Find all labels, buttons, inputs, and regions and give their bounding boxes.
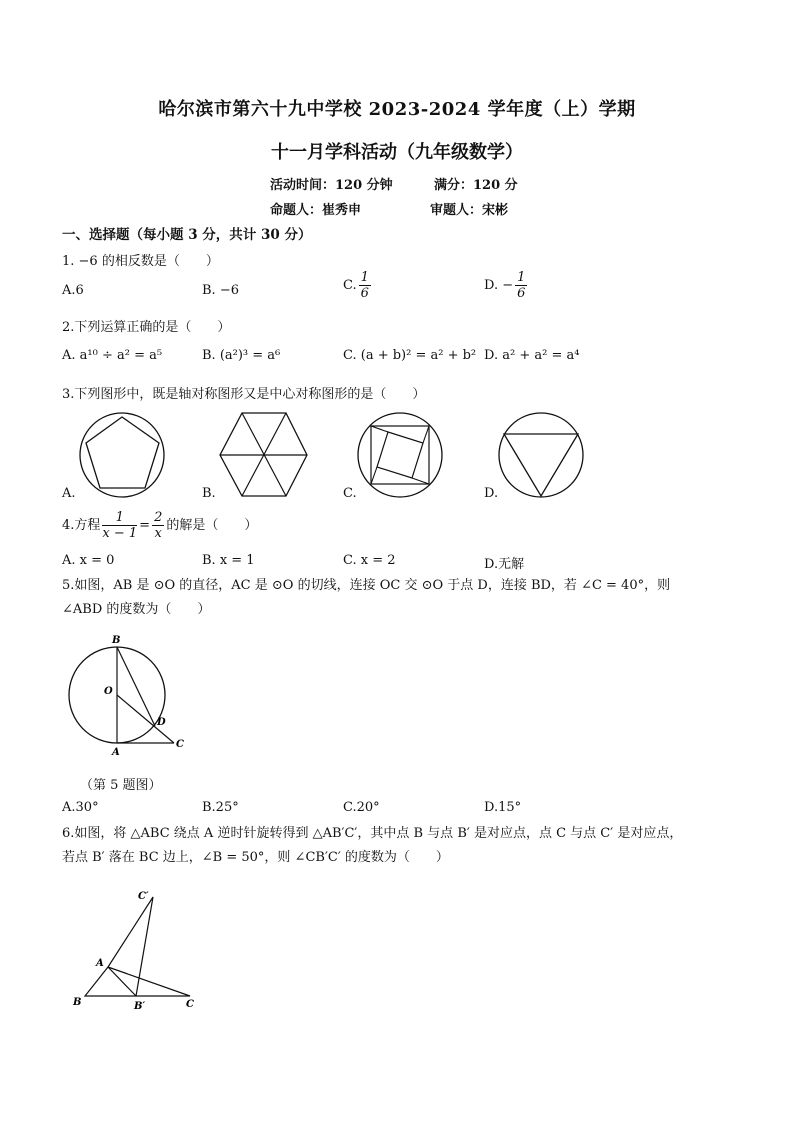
triangle-in-circle-figure [498,410,588,500]
point-label-c-prime: C′ [138,891,149,902]
point-label-c: C [186,999,194,1010]
question-5-option-b: B.25° [202,800,239,815]
question-1-option-c [343,270,373,301]
question-6-line2: 若点 B′ 落在 BC 边上，∠B = 50°，则 ∠CB′C′ 的度数为（ ） [62,850,449,865]
question-6-figure [68,888,208,1018]
question-6-stem [62,822,742,870]
question-5-figure [62,632,202,762]
pentagon-in-circle-figure [78,410,168,500]
point-label-b: B [112,635,121,646]
question-2-option-d: D. a² + a² = a⁴ [484,348,580,363]
fraction [102,510,137,541]
question-2-option-b: B. (a²)³ = a⁶ [202,348,281,363]
question-5-stem [62,574,742,622]
exam-title-line1: 哈尔滨市第六十九中学校 2023-2024 学年度（上）学期 [158,99,636,120]
squares-in-circle-figure [357,410,447,500]
question-6-line1: 6.如图，将 △ABC 绕点 A 逆时针旋转得到 △AB′C′，其中点 B 与点 B′ 是对应点，点 C 与点 C′ 是对应点， [62,826,683,841]
point-label-d: D [157,717,166,728]
question-4-option-b: B. x = 1 [202,553,255,568]
exam-reviewer: 审题人：宋彬 [430,203,509,218]
question-2-option-a: A. a¹⁰ ÷ a² = a⁵ [62,348,163,363]
question-1-stem: 1. −6 的相反数是（ ） [62,254,219,269]
question-2-option-c: C. (a + b)² = a² + b² [343,348,477,363]
fraction-numerator: 2 [154,510,163,525]
fraction [152,510,164,541]
question-5-figure-caption: （第 5 题图） [80,778,162,793]
option-d-prefix: D. − [484,278,514,293]
fraction-numerator: 1 [517,270,526,285]
question-4-prefix: 4.方程 [62,518,101,533]
point-label-b: B [73,997,82,1008]
question-4-option-d: D.无解 [484,557,525,572]
fraction [515,270,527,301]
question-4-option-a: A. x = 0 [62,553,115,568]
exam-author: 命题人：崔秀申 [270,203,362,218]
question-3-option-d: D. [484,486,499,501]
question-5-option-d: D.15° [484,800,522,815]
question-1-option-a: A.6 [62,283,84,298]
question-3-option-a: A. [62,486,76,501]
question-2-stem: 2.下列运算正确的是（ ） [62,320,231,335]
question-5-option-a: A.30° [62,800,99,815]
fraction [359,270,371,301]
fraction-numerator: 1 [360,270,369,285]
question-5-line1: 5.如图，AB 是 ⊙O 的直径，AC 是 ⊙O 的切线，连接 OC 交 ⊙O 于点 D，连接 BD，若 ∠C = 40°，则 [62,578,671,593]
point-label-a: A [96,958,104,969]
question-5-line2: ∠ABD 的度数为（ ） [62,602,211,617]
question-5-option-c: C.20° [343,800,380,815]
point-label-o: O [104,686,113,697]
question-1-option-b: B. −6 [202,283,239,298]
fraction-denominator: 6 [517,286,526,301]
point-label-c: C [176,739,184,750]
question-1-option-d [484,270,529,301]
fraction-denominator: x − 1 [102,526,138,541]
question-3-option-c: C. [343,486,357,501]
question-4-option-c: C. x = 2 [343,553,396,568]
fraction-numerator: 1 [102,510,137,526]
point-label-b-prime: B′ [134,1001,146,1012]
question-4-suffix: 的解是（ ） [166,518,258,533]
exam-score: 满分：120 分 [434,178,518,193]
option-c-prefix: C. [343,278,357,293]
fraction-denominator: x [154,526,162,541]
question-3-stem: 3.下列图形中，既是轴对称图形又是中心对称图形的是（ ） [62,387,426,402]
hexagon-figure [218,410,308,500]
equals-sign: = [139,518,151,533]
fraction-denominator: 6 [360,286,369,301]
exam-title-line2: 十一月学科活动（九年级数学） [271,142,523,163]
question-3-option-b: B. [202,486,216,501]
point-label-a: A [112,747,120,758]
exam-time: 活动时间：120 分钟 [270,178,393,193]
section-heading: 一、选择题（每小题 3 分，共计 30 分） [62,227,312,243]
question-4-stem [62,510,257,541]
